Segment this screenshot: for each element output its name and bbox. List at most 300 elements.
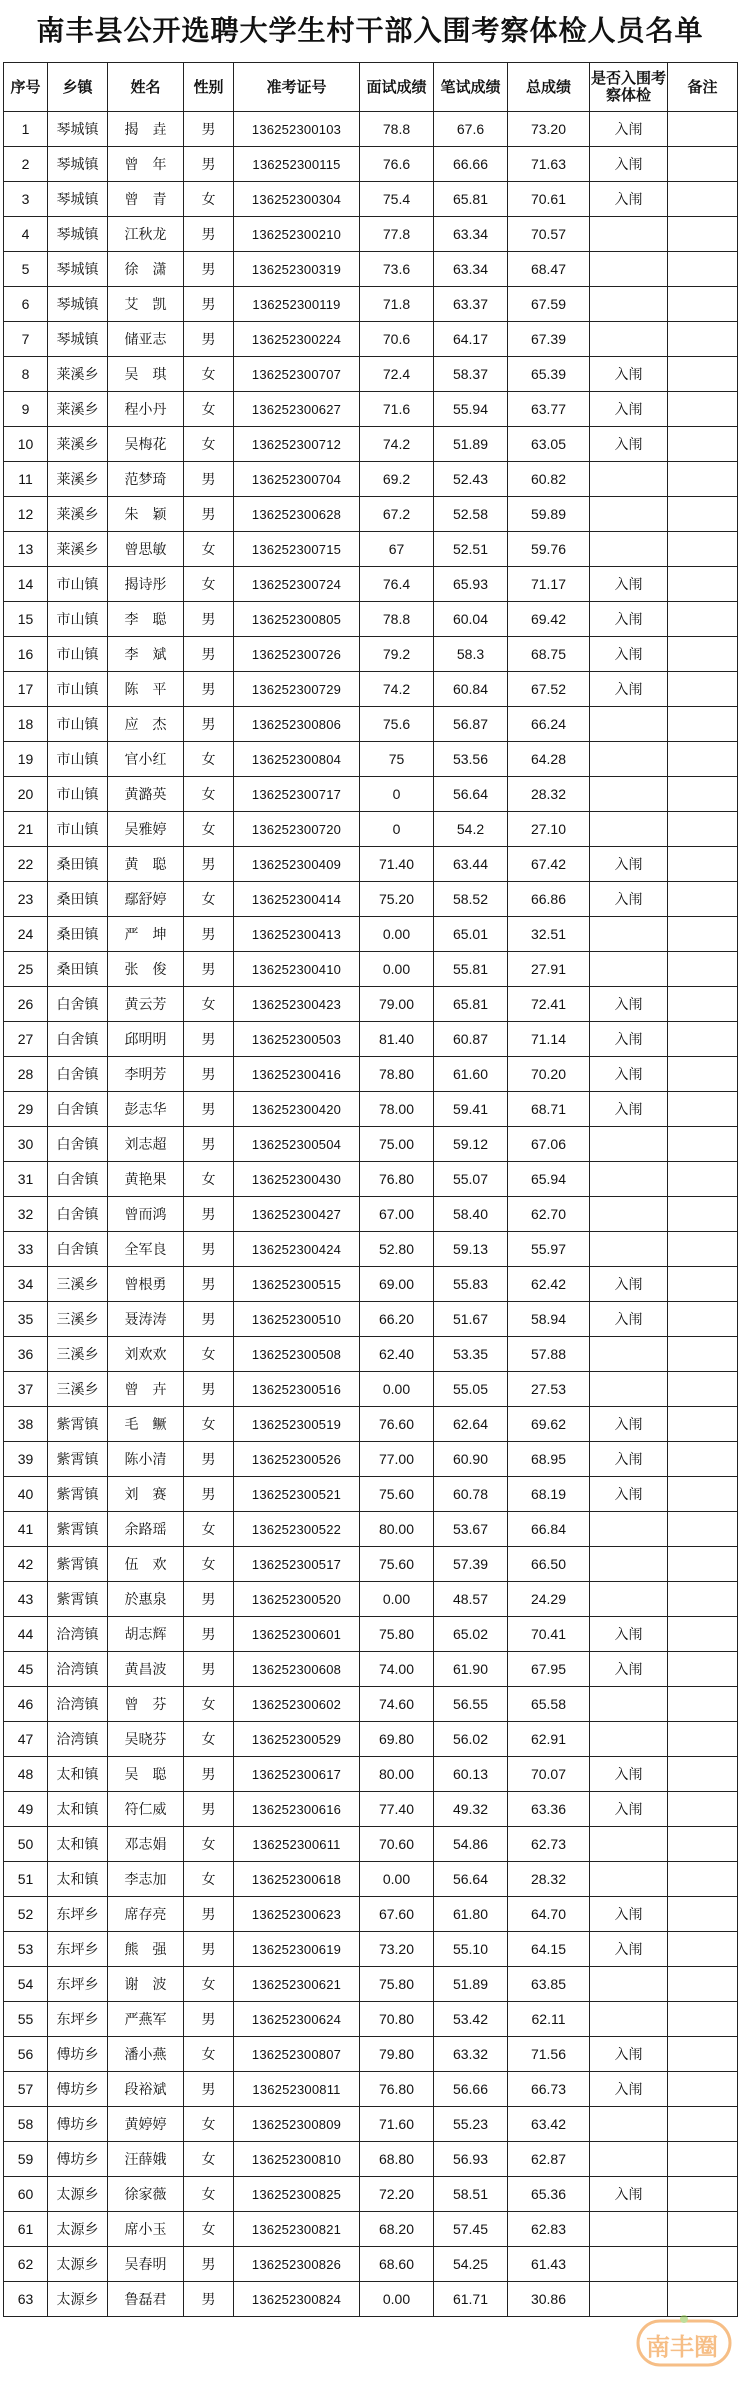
total-score-cell: 67.95 [508,1652,590,1687]
exam-number-cell: 136252300619 [234,1932,360,1967]
remarks-cell [668,322,738,357]
shortlisted-cell [590,1967,668,2002]
name-cell: 应 杰 [108,707,184,742]
shortlisted-cell [590,1687,668,1722]
township-cell: 紫霄镇 [48,1512,108,1547]
shortlisted-cell: 入闱 [590,427,668,462]
total-score-cell: 66.73 [508,2072,590,2107]
gender-cell: 女 [184,882,234,917]
serial-cell: 44 [4,1617,48,1652]
gender-cell: 男 [184,1372,234,1407]
gender-cell: 男 [184,1267,234,1302]
table-row [4,1477,738,1512]
remarks-cell [668,1652,738,1687]
exam-number-cell: 136252300430 [234,1162,360,1197]
gender-cell: 男 [184,1477,234,1512]
table-row [4,287,738,322]
serial-cell: 58 [4,2107,48,2142]
written-score-cell: 58.3 [434,637,508,672]
township-cell: 太源乡 [48,2212,108,2247]
table-row [4,987,738,1022]
written-score-cell: 63.32 [434,2037,508,2072]
shortlisted-cell: 入闱 [590,1932,668,1967]
shortlisted-cell [590,1337,668,1372]
name-cell: 汪薛娥 [108,2142,184,2177]
shortlisted-cell: 入闱 [590,1407,668,1442]
gender-cell: 男 [184,1932,234,1967]
total-score-cell: 68.71 [508,1092,590,1127]
township-cell: 东坪乡 [48,1932,108,1967]
written-score-cell: 60.78 [434,1477,508,1512]
written-score-cell: 63.34 [434,252,508,287]
total-score-cell: 73.20 [508,112,590,147]
gender-cell: 男 [184,217,234,252]
name-cell: 曾 青 [108,182,184,217]
total-score-cell: 65.39 [508,357,590,392]
serial-cell: 16 [4,637,48,672]
total-score-cell: 62.83 [508,2212,590,2247]
table-row [4,1967,738,2002]
shortlisted-cell [590,1827,668,1862]
table-row [4,2142,738,2177]
interview-score-cell: 80.00 [360,1512,434,1547]
remarks-cell [668,532,738,567]
remarks-cell [668,182,738,217]
total-score-cell: 67.52 [508,672,590,707]
exam-number-cell: 136252300423 [234,987,360,1022]
gender-cell: 男 [184,1652,234,1687]
exam-number-cell: 136252300618 [234,1862,360,1897]
remarks-cell [668,1372,738,1407]
written-score-cell: 59.41 [434,1092,508,1127]
serial-cell: 47 [4,1722,48,1757]
township-cell: 傅坊乡 [48,2037,108,2072]
name-cell: 黄云芳 [108,987,184,1022]
shortlisted-cell: 入闱 [590,357,668,392]
header-exam-number: 准考证号 [234,63,360,112]
name-cell: 曾根勇 [108,1267,184,1302]
gender-cell: 男 [184,1197,234,1232]
township-cell: 琴城镇 [48,287,108,322]
gender-cell: 男 [184,2002,234,2037]
written-score-cell: 65.81 [434,987,508,1022]
table-row [4,532,738,567]
serial-cell: 28 [4,1057,48,1092]
gender-cell: 女 [184,1967,234,2002]
gender-cell: 男 [184,2282,234,2317]
township-cell: 三溪乡 [48,1267,108,1302]
exam-number-cell: 136252300103 [234,112,360,147]
serial-cell: 39 [4,1442,48,1477]
table-row [4,1372,738,1407]
header-total-score: 总成绩 [508,63,590,112]
gender-cell: 男 [184,1757,234,1792]
shortlisted-cell [590,287,668,322]
table-row [4,1827,738,1862]
township-cell: 白舍镇 [48,1092,108,1127]
gender-cell: 女 [184,392,234,427]
serial-cell: 48 [4,1757,48,1792]
township-cell: 太和镇 [48,1792,108,1827]
header-written-score: 笔试成绩 [434,63,508,112]
remarks-cell [668,1092,738,1127]
township-cell: 太和镇 [48,1862,108,1897]
exam-number-cell: 136252300414 [234,882,360,917]
serial-cell: 18 [4,707,48,742]
table-row [4,952,738,987]
interview-score-cell: 67.60 [360,1897,434,1932]
interview-score-cell: 69.2 [360,462,434,497]
name-cell: 张 俊 [108,952,184,987]
township-cell: 紫霄镇 [48,1477,108,1512]
name-cell: 储亚志 [108,322,184,357]
township-cell: 太和镇 [48,1757,108,1792]
total-score-cell: 66.50 [508,1547,590,1582]
serial-cell: 36 [4,1337,48,1372]
table-row [4,1092,738,1127]
table-row [4,847,738,882]
name-cell: 李 聪 [108,602,184,637]
gender-cell: 女 [184,427,234,462]
written-score-cell: 49.32 [434,1792,508,1827]
remarks-cell [668,2107,738,2142]
serial-cell: 62 [4,2247,48,2282]
written-score-cell: 57.39 [434,1547,508,1582]
table-row [4,112,738,147]
total-score-cell: 67.06 [508,1127,590,1162]
written-score-cell: 61.80 [434,1897,508,1932]
exam-number-cell: 136252300807 [234,2037,360,2072]
table-row [4,777,738,812]
serial-cell: 27 [4,1022,48,1057]
written-score-cell: 58.51 [434,2177,508,2212]
name-cell: 潘小燕 [108,2037,184,2072]
table-row [4,147,738,182]
shortlisted-cell: 入闱 [590,847,668,882]
written-score-cell: 56.66 [434,2072,508,2107]
serial-cell: 24 [4,917,48,952]
table-row [4,602,738,637]
remarks-cell [668,1302,738,1337]
interview-score-cell: 0.00 [360,1582,434,1617]
serial-cell: 30 [4,1127,48,1162]
name-cell: 艾 凯 [108,287,184,322]
table-row [4,357,738,392]
total-score-cell: 70.41 [508,1617,590,1652]
remarks-cell [668,1197,738,1232]
page-title: 南丰县公开选聘大学生村干部入围考察体检人员名单 [36,14,704,47]
total-score-cell: 66.86 [508,882,590,917]
exam-number-cell: 136252300611 [234,1827,360,1862]
shortlisted-cell [590,1512,668,1547]
exam-number-cell: 136252300413 [234,917,360,952]
shortlisted-cell [590,1162,668,1197]
written-score-cell: 59.13 [434,1232,508,1267]
interview-score-cell: 74.2 [360,672,434,707]
total-score-cell: 70.57 [508,217,590,252]
serial-cell: 21 [4,812,48,847]
total-score-cell: 63.42 [508,2107,590,2142]
total-score-cell: 65.94 [508,1162,590,1197]
name-cell: 官小红 [108,742,184,777]
remarks-cell [668,707,738,742]
name-cell: 熊 强 [108,1932,184,1967]
township-cell: 市山镇 [48,777,108,812]
gender-cell: 女 [184,1162,234,1197]
written-score-cell: 54.86 [434,1827,508,1862]
name-cell: 揭 垚 [108,112,184,147]
exam-number-cell: 136252300720 [234,812,360,847]
name-cell: 曾 年 [108,147,184,182]
gender-cell: 女 [184,1827,234,1862]
serial-cell: 8 [4,357,48,392]
serial-cell: 61 [4,2212,48,2247]
shortlisted-cell [590,707,668,742]
watermark-logo [636,2313,732,2373]
serial-cell: 26 [4,987,48,1022]
township-cell: 市山镇 [48,637,108,672]
shortlisted-cell: 入闱 [590,2072,668,2107]
gender-cell: 男 [184,322,234,357]
remarks-cell [668,882,738,917]
written-score-cell: 64.17 [434,322,508,357]
gender-cell: 男 [184,462,234,497]
total-score-cell: 67.42 [508,847,590,882]
interview-score-cell: 70.60 [360,1827,434,1862]
remarks-cell [668,742,738,777]
table-row [4,1722,738,1757]
name-cell: 彭志华 [108,1092,184,1127]
township-cell: 市山镇 [48,602,108,637]
shortlisted-cell [590,532,668,567]
gender-cell: 男 [184,1302,234,1337]
township-cell: 桑田镇 [48,952,108,987]
interview-score-cell: 75.00 [360,1127,434,1162]
township-cell: 傅坊乡 [48,2142,108,2177]
written-score-cell: 60.04 [434,602,508,637]
written-score-cell: 55.94 [434,392,508,427]
shortlisted-cell: 入闱 [590,1057,668,1092]
serial-cell: 15 [4,602,48,637]
township-cell: 白舍镇 [48,1127,108,1162]
name-cell: 黄昌波 [108,1652,184,1687]
township-cell: 桑田镇 [48,847,108,882]
written-score-cell: 66.66 [434,147,508,182]
name-cell: 李志加 [108,1862,184,1897]
exam-number-cell: 136252300726 [234,637,360,672]
written-score-cell: 55.83 [434,1267,508,1302]
exam-number-cell: 136252300717 [234,777,360,812]
gender-cell: 女 [184,532,234,567]
total-score-cell: 62.91 [508,1722,590,1757]
name-cell: 朱 颖 [108,497,184,532]
total-score-cell: 57.88 [508,1337,590,1372]
shortlisted-cell [590,2107,668,2142]
exam-number-cell: 136252300624 [234,2002,360,2037]
shortlisted-cell: 入闱 [590,112,668,147]
name-cell: 严燕军 [108,2002,184,2037]
name-cell: 席存亮 [108,1897,184,1932]
total-score-cell: 66.24 [508,707,590,742]
serial-cell: 22 [4,847,48,882]
serial-cell: 25 [4,952,48,987]
shortlisted-cell: 入闱 [590,882,668,917]
interview-score-cell: 76.80 [360,2072,434,2107]
table-row [4,1127,738,1162]
shortlisted-cell [590,217,668,252]
shortlisted-cell [590,1547,668,1582]
name-cell: 江秋龙 [108,217,184,252]
serial-cell: 33 [4,1232,48,1267]
serial-cell: 29 [4,1092,48,1127]
table-row [4,1232,738,1267]
shortlisted-cell [590,2282,668,2317]
header-serial: 序号 [4,63,48,112]
remarks-cell [668,462,738,497]
remarks-cell [668,2177,738,2212]
township-cell: 傅坊乡 [48,2072,108,2107]
table-row [4,2037,738,2072]
interview-score-cell: 77.8 [360,217,434,252]
gender-cell: 男 [184,707,234,742]
serial-cell: 23 [4,882,48,917]
serial-cell: 43 [4,1582,48,1617]
exam-number-cell: 136252300724 [234,567,360,602]
township-cell: 市山镇 [48,812,108,847]
exam-number-cell: 136252300608 [234,1652,360,1687]
table-row [4,1057,738,1092]
township-cell: 三溪乡 [48,1372,108,1407]
exam-number-cell: 136252300715 [234,532,360,567]
total-score-cell: 60.82 [508,462,590,497]
gender-cell: 男 [184,1442,234,1477]
total-score-cell: 63.85 [508,1967,590,2002]
remarks-cell [668,2002,738,2037]
name-cell: 曾思敏 [108,532,184,567]
gender-cell: 女 [184,1407,234,1442]
township-cell: 紫霄镇 [48,1582,108,1617]
shortlisted-cell: 入闱 [590,1652,668,1687]
written-score-cell: 55.07 [434,1162,508,1197]
shortlisted-cell: 入闱 [590,1442,668,1477]
interview-score-cell: 71.8 [360,287,434,322]
interview-score-cell: 72.20 [360,2177,434,2212]
serial-cell: 5 [4,252,48,287]
interview-score-cell: 71.6 [360,392,434,427]
name-cell: 揭诗彤 [108,567,184,602]
gender-cell: 女 [184,1547,234,1582]
table-row [4,1897,738,1932]
gender-cell: 男 [184,1617,234,1652]
remarks-cell [668,1022,738,1057]
written-score-cell: 53.35 [434,1337,508,1372]
exam-number-cell: 136252300119 [234,287,360,322]
table-row [4,2282,738,2317]
written-score-cell: 52.51 [434,532,508,567]
table-row [4,637,738,672]
total-score-cell: 32.51 [508,917,590,952]
exam-number-cell: 136252300811 [234,2072,360,2107]
shortlisted-cell [590,322,668,357]
township-cell: 东坪乡 [48,1967,108,2002]
name-cell: 邓志娟 [108,1827,184,1862]
remarks-cell [668,1687,738,1722]
written-score-cell: 58.52 [434,882,508,917]
written-score-cell: 52.43 [434,462,508,497]
shortlisted-cell: 入闱 [590,1897,668,1932]
remarks-cell [668,1337,738,1372]
written-score-cell: 61.90 [434,1652,508,1687]
gender-cell: 男 [184,602,234,637]
interview-score-cell: 76.6 [360,147,434,182]
remarks-cell [668,567,738,602]
name-cell: 段裕斌 [108,2072,184,2107]
written-score-cell: 63.34 [434,217,508,252]
gender-cell: 女 [184,2212,234,2247]
shortlisted-cell: 入闱 [590,1477,668,1512]
total-score-cell: 71.63 [508,147,590,182]
serial-cell: 49 [4,1792,48,1827]
remarks-cell [668,637,738,672]
table-row [4,392,738,427]
total-score-cell: 58.94 [508,1302,590,1337]
shortlisted-cell [590,1127,668,1162]
written-score-cell: 63.37 [434,287,508,322]
table-row [4,2247,738,2282]
township-cell: 洽湾镇 [48,1652,108,1687]
interview-score-cell: 71.60 [360,2107,434,2142]
serial-cell: 34 [4,1267,48,1302]
total-score-cell: 71.14 [508,1022,590,1057]
gender-cell: 女 [184,1337,234,1372]
gender-cell: 女 [184,1862,234,1897]
interview-score-cell: 79.2 [360,637,434,672]
remarks-cell [668,2212,738,2247]
gender-cell: 女 [184,1687,234,1722]
serial-cell: 41 [4,1512,48,1547]
name-cell: 曾 卉 [108,1372,184,1407]
written-score-cell: 65.01 [434,917,508,952]
shortlisted-cell: 入闱 [590,637,668,672]
name-cell: 黄潞英 [108,777,184,812]
name-cell: 毛 鳜 [108,1407,184,1442]
total-score-cell: 65.58 [508,1687,590,1722]
gender-cell: 男 [184,672,234,707]
interview-score-cell: 77.00 [360,1442,434,1477]
written-score-cell: 51.89 [434,427,508,462]
interview-score-cell: 75.60 [360,1547,434,1582]
exam-number-cell: 136252300508 [234,1337,360,1372]
interview-score-cell: 78.00 [360,1092,434,1127]
total-score-cell: 68.47 [508,252,590,287]
total-score-cell: 55.97 [508,1232,590,1267]
interview-score-cell: 66.20 [360,1302,434,1337]
written-score-cell: 56.93 [434,2142,508,2177]
exam-number-cell: 136252300304 [234,182,360,217]
exam-number-cell: 136252300529 [234,1722,360,1757]
remarks-cell [668,287,738,322]
name-cell: 吴梅花 [108,427,184,462]
total-score-cell: 61.43 [508,2247,590,2282]
total-score-cell: 63.36 [508,1792,590,1827]
exam-number-cell: 136252300806 [234,707,360,742]
township-cell: 太源乡 [48,2177,108,2212]
written-score-cell: 61.71 [434,2282,508,2317]
remarks-cell [668,1757,738,1792]
exam-number-cell: 136252300526 [234,1442,360,1477]
total-score-cell: 66.84 [508,1512,590,1547]
serial-cell: 63 [4,2282,48,2317]
